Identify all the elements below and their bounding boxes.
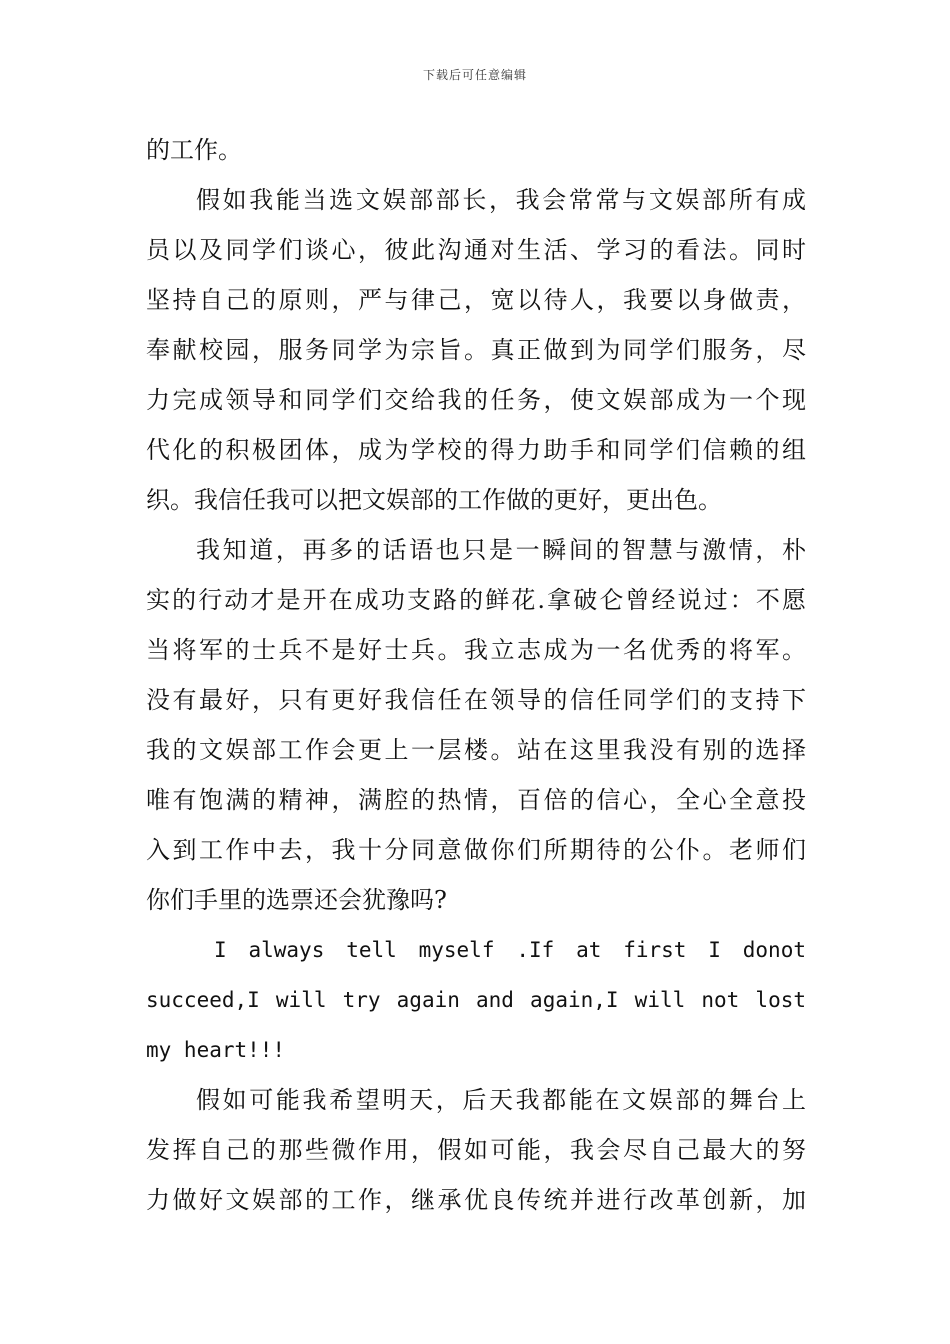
text-line: 织。我信任我可以把文娱部的工作做的更好，更出色。 (146, 486, 722, 514)
english-line: I always tell myself .If at first I donot (214, 938, 806, 962)
text-line: 力做好文娱部的工作，继承优良传统并进行改革创新，加 (146, 1186, 806, 1214)
text-line: 力完成领导和同学们交给我的任务，使文娱部成为一个现 (146, 386, 806, 414)
page-header: 下载后可任意编辑 (422, 68, 527, 82)
english-line: succeed,I will try again and again,I will not lost (146, 988, 806, 1012)
text-line: 入到工作中去，我十分同意做你们所期待的公仆。老师们 (146, 836, 806, 864)
text-line: 假如我能当选文娱部部长，我会常常与文娱部所有成 (196, 186, 806, 214)
text-line: 你们手里的选票还会犹豫吗? (146, 886, 447, 914)
text-line: 我知道，再多的话语也只是一瞬间的智慧与激情，朴 (196, 536, 806, 564)
text-line: 假如可能我希望明天，后天我都能在文娱部的舞台上 (196, 1086, 806, 1114)
text-line: 员以及同学们谈心，彼此沟通对生活、学习的看法。同时 (146, 236, 806, 264)
text-line: 坚持自己的原则，严与律己，宽以待人，我要以身做责， (146, 286, 806, 314)
text-line: 奉献校园，服务同学为宗旨。真正做到为同学们服务，尽 (146, 336, 806, 364)
text-line: 唯有饱满的精神，满腔的热情，百倍的信心，全心全意投 (146, 786, 806, 814)
english-line: my heart!!! (146, 1038, 286, 1062)
text-line: 的工作。 (146, 136, 242, 164)
text-line: 代化的积极团体，成为学校的得力助手和同学们信赖的组 (146, 436, 806, 464)
text-line: 没有最好，只有更好我信任在领导的信任同学们的支持下 (146, 686, 806, 714)
text-line: 当将军的士兵不是好士兵。我立志成为一名优秀的将军。 (146, 636, 806, 664)
text-line: 我的文娱部工作会更上一层楼。站在这里我没有别的选择 (146, 736, 806, 764)
text-line: 实的行动才是开在成功支路的鲜花.拿破仑曾经说过：不愿 (146, 586, 806, 614)
document-body (146, 125, 806, 1225)
text-line: 发挥自己的那些微作用，假如可能，我会尽自己最大的努 (146, 1136, 806, 1164)
